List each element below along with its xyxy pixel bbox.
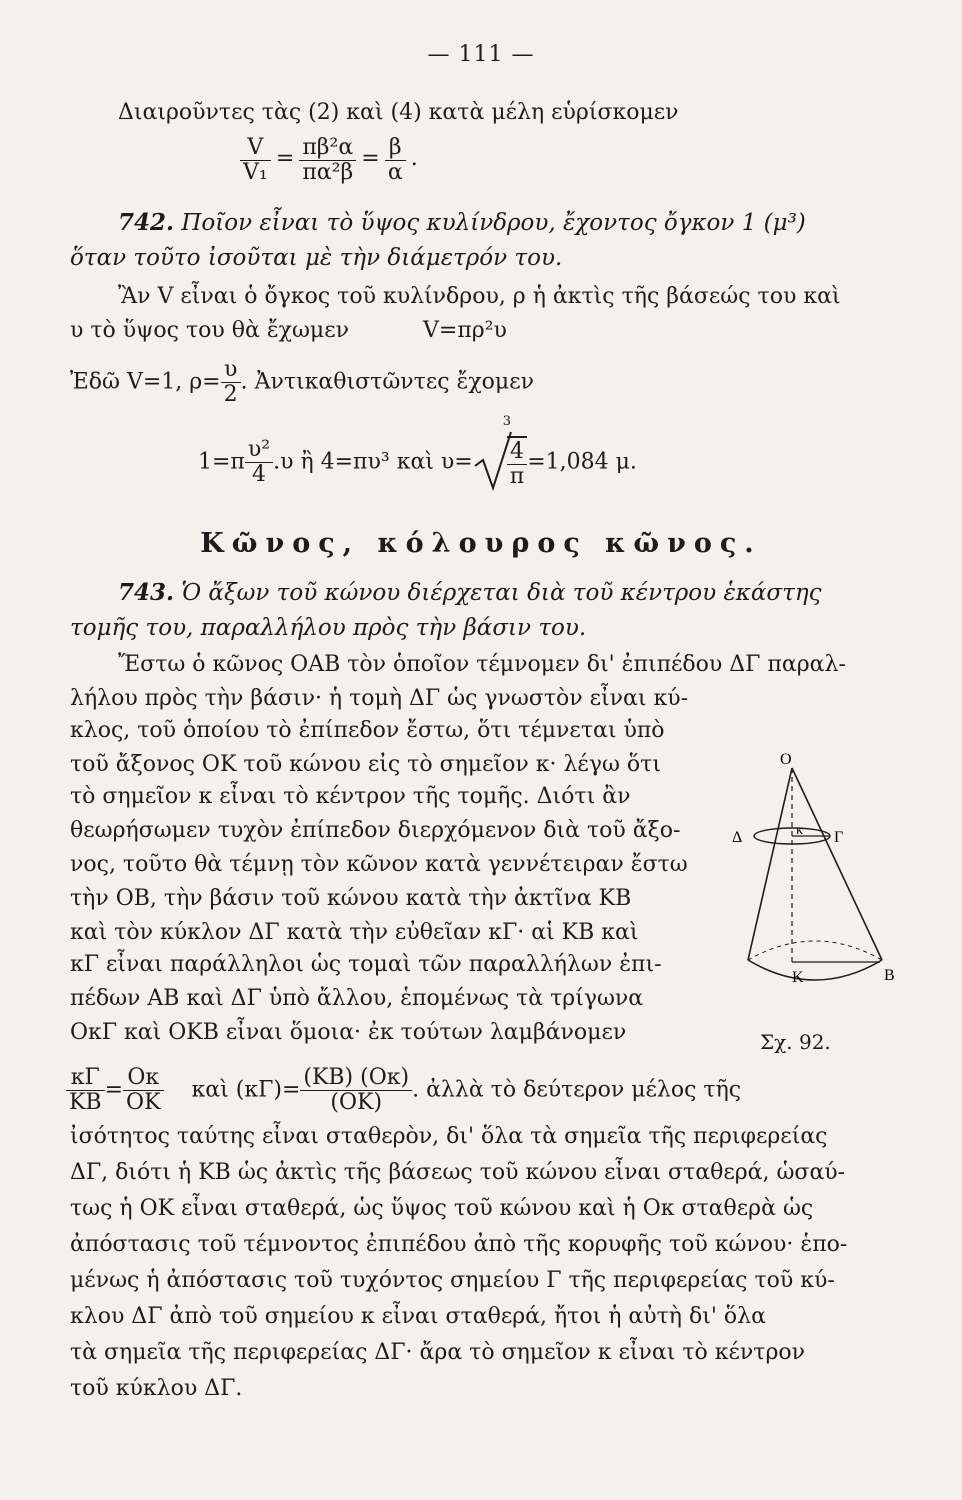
problem-742-title-line2: ὅταν τοῦτο ἰσοῦται μὲ τὴν διάμετρόν του. — [70, 245, 563, 271]
equals-sign: = — [361, 146, 380, 171]
fraction-denominator: ΚΒ — [66, 1090, 105, 1115]
label-b: Β — [884, 967, 895, 984]
text-line: ΟκΓ καὶ ΟΚΒ εἶναι ὅμοια· ἐκ τούτων λαμβάνομεν — [70, 1020, 627, 1045]
fraction-denominator: πα²β — [299, 160, 356, 185]
text-line: καὶ τὸν κύκλον ΔΓ κατὰ τὴν εὐθεῖαν κΓ· αἱ ΚΒ καὶ — [70, 920, 639, 945]
equation-text: .υ ἢ 4=πυ³ καὶ υ= — [273, 449, 473, 475]
cone-diagram — [730, 750, 900, 1050]
problem-742-line1: Ἂν V εἶναι ὁ ὄγκος τοῦ κυλίνδρου, ρ ἡ ἀκτὶς τῆς βάσεώς του καὶ — [118, 284, 841, 309]
text-line: τὰ σημεῖα τῆς περιφερείας ΔΓ· ἄρα τὸ σημεῖον κ εἶναι τὸ κέντρον — [70, 1340, 805, 1365]
text-line: θεωρήσωμεν τυχὸν ἐπίπεδον διερχόμενον διὰ τοῦ ἄξο- — [70, 818, 681, 843]
text-line: πέδων ΑΒ καὶ ΔΓ ὑπὸ ἄλλου, ἑπομένως τὰ τρίγωνα — [70, 986, 644, 1011]
text-line: ΔΓ, διότι ἡ ΚΒ ὡς ἀκτὶς τῆς βάσεως τοῦ κώνου εἶναι σταθερά, ὡσαύ- — [70, 1160, 846, 1185]
ratio-equation — [66, 1066, 741, 1115]
fraction-denominator: 2 — [221, 382, 241, 407]
text-line: τοῦ ἄξονος ΟΚ τοῦ κώνου εἰς τὸ σημεῖον κ· λέγω ὅτι — [70, 752, 661, 777]
fraction-kG-KB — [66, 1066, 105, 1115]
cone-generatrix-left — [748, 768, 792, 960]
fraction-numerator: πβ²α — [302, 135, 354, 160]
text-line: ἀπόστασις τοῦ τέμνοντος ἐπιπέδου ἀπὸ τῆς κορυφῆς τοῦ κώνου· ἑπο- — [70, 1232, 848, 1257]
fraction-pi — [299, 136, 356, 185]
fraction-upsilon-half — [221, 358, 241, 407]
fraction-denominator: α — [385, 160, 406, 185]
fraction-numerator: (ΚΒ) (Οκ) — [303, 1065, 410, 1090]
radical-sign-icon — [473, 430, 513, 492]
fraction-denominator: V₁ — [240, 160, 271, 185]
label-d: Δ — [732, 829, 743, 846]
equation-text: =1,084 μ. — [527, 449, 637, 475]
fraction-denominator: π — [507, 464, 527, 489]
label-o: Ο — [780, 751, 792, 768]
cube-root — [473, 414, 527, 489]
fraction-Ok-OK — [123, 1066, 163, 1115]
volume-formula: V=πρ²υ — [423, 318, 507, 343]
text-line: μένως ἡ ἀπόστασις τοῦ τυχόντος σημείου Γ τῆς περιφερείας τοῦ κύ- — [70, 1268, 835, 1293]
fraction-denominator: 4 — [245, 462, 273, 487]
line-text: Ἐδῶ V=1, ρ= — [70, 369, 221, 395]
equals-sign: = — [104, 1077, 124, 1103]
line-text: υ τὸ ὕψος του θὰ ἔχωμεν — [70, 318, 349, 343]
fraction-numerator: υ — [223, 357, 238, 382]
equation-text: . ἀλλὰ τὸ δεύτερον μέλος τῆς — [412, 1077, 742, 1103]
text-line: Ἔστω ὁ κῶνος ΟΑΒ τὸν ὁποῖον τέμνομεν δι' ἐπιπέδου ΔΓ παραλ- — [118, 652, 846, 677]
label-k: Κ — [792, 969, 804, 986]
label-k-small: κ — [796, 823, 804, 838]
text-line: ἰσότητος ταύτης εἶναι σταθερὸν, δι' ὅλα τὰ σημεῖα τῆς περιφερείας — [70, 1124, 828, 1149]
root-index: 3 — [502, 414, 512, 429]
equals-sign: = — [275, 146, 295, 171]
text-line: κΓ εἶναι παράλληλοι ὡς τομαὶ τῶν παραλλήλων ἐπι- — [70, 952, 662, 977]
fraction-numerator: υ² — [247, 437, 271, 462]
problem-number: 743. — [118, 579, 175, 606]
problem-742-line3 — [70, 358, 890, 407]
cone-figure — [730, 750, 900, 1050]
fraction-upsilon-squared — [245, 438, 273, 487]
base-back-arc — [748, 941, 882, 960]
fraction-product — [300, 1066, 412, 1115]
cone-generatrix-right — [792, 768, 882, 960]
equation-text: 1=π — [198, 449, 245, 475]
text-line: κλος, τοῦ ὁποίου τὸ ἐπίπεδον ἔστω, ὅτι τέμνεται ὑπὸ — [70, 718, 665, 743]
fraction-denominator: (ΟΚ) — [300, 1090, 412, 1115]
figure-caption: Σχ. 92. — [760, 1030, 831, 1054]
text-line: λήλου πρὸς τὴν βάσιν· ἡ τομὴ ΔΓ ὡς γνωστὸν εἶναι κύ- — [70, 686, 689, 711]
fraction-numerator: 4 — [509, 439, 524, 464]
page-number: — 111 — — [427, 42, 535, 67]
base-front-arc — [748, 960, 882, 980]
fraction-numerator: V — [247, 135, 264, 160]
fraction-denominator: ΟΚ — [123, 1090, 163, 1115]
fraction-beta-alpha — [385, 136, 406, 185]
problem-title-line: Ὁ ἄξων τοῦ κώνου διέρχεται διὰ τοῦ κέντρου ἑκάστης — [181, 580, 822, 606]
text-line: τοῦ κύκλου ΔΓ. — [70, 1376, 243, 1401]
formula-ratio — [240, 136, 418, 185]
problem-742-equation — [198, 414, 637, 489]
problem-742-title — [118, 208, 938, 238]
text-line: τως ἡ ΟΚ εἶναι σταθερά, ὡς ὕψος τοῦ κώνου καὶ ἡ Οκ σταθερὰ ὡς — [70, 1196, 814, 1221]
fraction-numerator: κΓ — [70, 1065, 100, 1090]
fraction-numerator: Οκ — [127, 1065, 160, 1090]
fraction-v — [240, 136, 271, 185]
problem-title-line: Ποῖον εἶναι τὸ ὕψος κυλίνδρου, ἔχοντος ὄγκον 1 (μ³) — [181, 210, 806, 236]
problem-742-line2 — [70, 316, 890, 346]
fraction-numerator: β — [388, 135, 402, 160]
intro-line: Διαιροῦντες τὰς (2) καὶ (4) κατὰ μέλη εὑρίσκομεν — [118, 100, 679, 125]
problem-743-title — [118, 578, 938, 608]
text-line: νος, τοῦτο θὰ τέμνῃ τὸν κῶνον κατὰ γεννέτειραν ἔστω — [70, 852, 688, 877]
text-line: τὴν ΟΒ, τὴν βάσιν τοῦ κώνου κατὰ τὴν ἀκτῖνα ΚΒ — [70, 886, 632, 911]
text-line: κλου ΔΓ ἀπὸ τοῦ σημείου κ εἶναι σταθερά, ἤτοι ἡ αὐτὴ δι' ὅλα — [70, 1304, 766, 1329]
problem-number: 742. — [118, 209, 175, 236]
label-g: Γ — [834, 829, 844, 846]
equation-text: καὶ (κΓ)= — [191, 1077, 301, 1103]
text-line: τὸ σημεῖον κ εἶναι τὸ κέντρον τῆς τομῆς. Διότι ἂν — [70, 784, 631, 809]
problem-743-title-line2: τομῆς του, παραλλήλου πρὸς τὴν βάσιν του. — [70, 615, 587, 641]
section-heading: Κῶνος, κόλουρος κῶνος. — [200, 528, 762, 559]
line-text: . Ἀντικαθιστῶντες ἔχομεν — [240, 369, 534, 395]
period: . — [410, 146, 418, 171]
